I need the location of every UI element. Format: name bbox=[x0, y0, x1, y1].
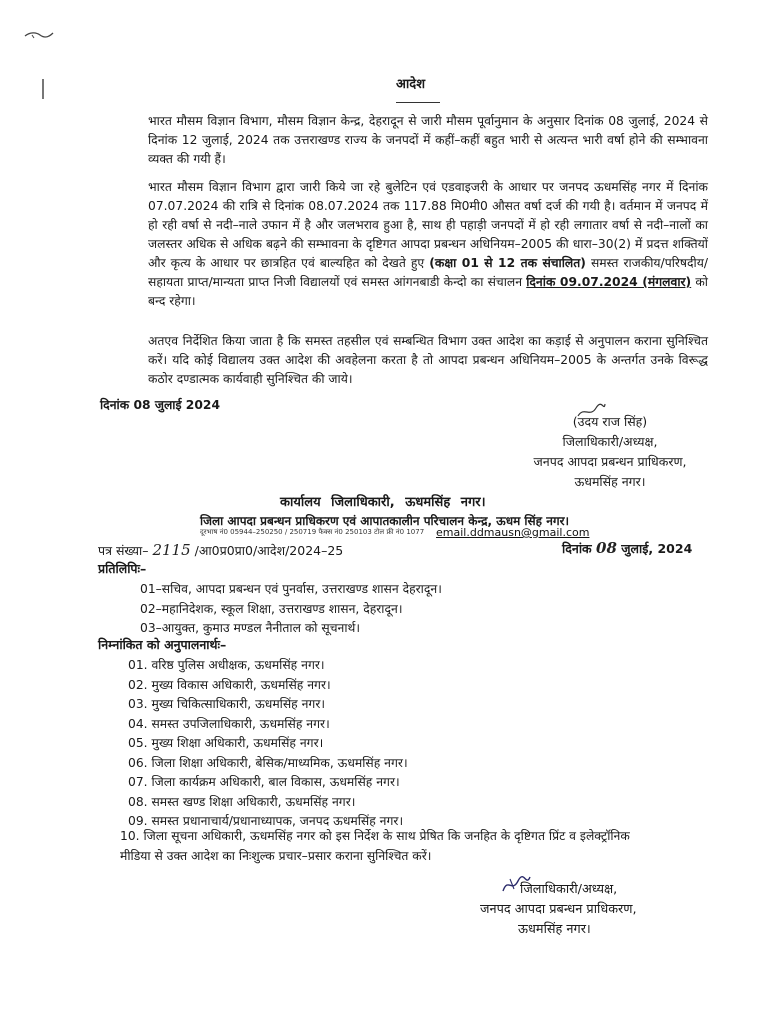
office-contact: दूरभाष नं0 05944–250250 / 250719 फैक्स नं0 250103 टोल फ्री नं0 1077 bbox=[200, 528, 425, 536]
signatory-authority: जनपद आपदा प्रबन्धन प्राधिकरण, bbox=[533, 454, 687, 469]
reference-prefix: पत्र संख्या– bbox=[98, 543, 149, 558]
list-item: 07. जिला कार्यक्रम अधिकारी, बाल विकास, ऊधमसिंह नगर। bbox=[128, 775, 400, 789]
margin-mark-icon bbox=[40, 78, 46, 100]
office-email-link[interactable]: email.ddmausn@gmail.com bbox=[436, 526, 590, 539]
signatory-authority: जनपद आपदा प्रबन्धन प्राधिकरण, bbox=[480, 902, 637, 917]
list-item: 06. जिला शिक्षा अधिकारी, बेसिक/माध्यमिक, ऊधमसिंह नगर। bbox=[128, 755, 408, 770]
list-item: 02–महानिदेशक, स्कूल शिक्षा, उत्तराखण्ड शासन, देहरादून। bbox=[140, 601, 403, 616]
order-title: आदेश bbox=[396, 77, 426, 92]
list-item: 05. मुख्य शिक्षा अधिकारी, ऊधमसिंह नगर। bbox=[128, 736, 324, 750]
reference-date bbox=[562, 539, 692, 557]
office-heading: कार्यालय जिलाधिकारी, ऊधमसिंह नगर। bbox=[280, 495, 486, 510]
list-item: 03. मुख्य चिकित्साधिकारी, ऊधमसिंह नगर। bbox=[128, 697, 326, 711]
title-underline bbox=[396, 102, 440, 103]
signatory-name: (उदय राज सिंह) bbox=[572, 414, 648, 429]
list-item: 08. समस्त खण्ड शिक्षा अधिकारी, ऊधमसिंह नगर। bbox=[128, 794, 356, 809]
order-paragraph-1: भारत मौसम विज्ञान विभाग, मौसम विज्ञान केन्द्र, देहरादून से जारी मौसम पूर्वानुमान के अनुसार दिनांक 08 जुलाई, 2024 से दिनांक 12 जुलाई, 2024 तक उत्तराखण्ड राज्य के जनपदों में कहीं–कहीं बहुत भारी से अत्यन्त भारी वर्षा होने की सम्भावना व्यक्त की गयी हैं। bbox=[148, 114, 708, 166]
signatory-designation: जिलाधिकारी/अध्यक्ष, bbox=[562, 434, 658, 449]
closure-date-bold: दिनांक 09.07.2024 (मंगलवार) bbox=[526, 275, 692, 289]
office-subheading: जिला आपदा प्रबन्धन प्राधिकरण एवं आपातकालीन परिचालन केन्द्र, ऊधम सिंह नगर। bbox=[200, 514, 570, 528]
list-item: 03–आयुक्त, कुमाउ मण्डल नैनीताल को सूचनार्थ। bbox=[140, 621, 361, 635]
list-item: 01. वरिष्ठ पुलिस अधीक्षक, ऊधमसिंह नगर। bbox=[128, 658, 325, 672]
paragraph-2-text-2: समस्त राजकीय/परिषदीय/सहायता प्राप्त/मान्यता प्राप्त निजी विद्यालयों एवं समस्त आंगनबाडी केन्दो का संचालन bbox=[148, 256, 708, 289]
list-item: 01–सचिव, आपदा प्रबन्धन एवं पुनर्वास, उत्तराखण्ड शासन देहरादून। bbox=[140, 582, 442, 596]
compliance-label: निम्नांकित को अनुपालनार्थः– bbox=[98, 637, 227, 652]
reference-number bbox=[98, 541, 343, 559]
signature-block-2 bbox=[480, 880, 660, 940]
order-paragraph-3: अतएव निर्देशित किया जाता है कि समस्त तहसील एवं सम्बन्धित विभाग उक्त आदेश का कड़ाई से अनुपालन कराना सुनिश्चित करें। यदि कोई विद्यालय उक्त आदेश की अवहेलना करता है तो आपदा प्रबन्धन अधिनियम–2005 के अन्तर्गत उनके विरूद्ध कठोर दण्डात्मक कार्यवाही सुनिश्चित की जाये। bbox=[148, 334, 708, 386]
paragraph-2-text-3: को बन्द रहेगा। bbox=[148, 275, 708, 308]
list-item: 02. मुख्य विकास अधिकारी, ऊधमसिंह नगर। bbox=[128, 677, 331, 692]
class-range-bold: (कक्षा 01 से 12 तक संचालित) bbox=[429, 256, 586, 270]
signatory-place: ऊधमसिंह नगर। bbox=[518, 922, 591, 937]
reference-date-day: 08 bbox=[596, 539, 617, 557]
signatory-designation: जिलाधिकारी/अध्यक्ष, bbox=[520, 882, 618, 897]
signatory-place: ऊधमसिंह नगर। bbox=[574, 474, 646, 489]
copy-to-label: प्रतिलिपिः– bbox=[98, 561, 147, 576]
list-item: 04. समस्त उपजिलाधिकारी, ऊधमसिंह नगर। bbox=[128, 716, 330, 731]
order-paragraph-2 bbox=[148, 178, 708, 311]
signature-block-1 bbox=[520, 412, 700, 492]
compliance-list bbox=[128, 656, 408, 832]
reference-handwritten-number: 2115 bbox=[152, 541, 191, 559]
paragraph-2-text-1: भारत मौसम विज्ञान विभाग द्वारा जारी किये जा रहे बुलेटिन एवं एडवाइजरी के आधार पर जनपद ऊधमसिंह नगर में दिनांक 07.07.2024 की रात्रि से दिनांक 08.07.2024 तक 117.88 मि0मी0 औसत वर्षा दर्ज की गयी है। वर्तमान में जनपद में हो रही वर्षा से नदी–नाले उफान में है और जलभराव हुआ है, साथ ही पहाड़ी जनपदों में हो रही लगातार वर्षा से नदी–नालों का जलस्तर अधिक से अधिक बढ़ने की सम्भावना के दृष्टिगत आपदा प्रबन्धन अधिनियम–2005 की धारा–30(2) में प्रदत्त शक्तियों और कृत्य के आधार पर छात्रहित एवं बाल्यहित को देखते हुए bbox=[148, 180, 708, 270]
reference-suffix: /आ0प्र0प्रा0/आदेश/2024–25 bbox=[194, 543, 344, 558]
compliance-last-item: 10. जिला सूचना अधिकारी, ऊधमसिंह नगर को इस निर्देश के साथ प्रेषित कि जनहित के दृष्टिगत प्रिंट व इलेक्ट्रॉनिक मीडिया से उक्त आदेश का निःशुल्क प्रचार–प्रसार कराना सुनिश्चित करें। bbox=[120, 829, 630, 863]
copy-to-list bbox=[140, 580, 442, 639]
reference-date-rest: जुलाई, 2024 bbox=[621, 541, 693, 556]
order-date: दिनांक 08 जुलाई 2024 bbox=[100, 398, 221, 412]
reference-date-prefix: दिनांक bbox=[562, 541, 592, 556]
list-item: 09. समस्त प्रधानाचार्य/प्रधानाध्यापक, जनपद ऊधमसिंह नगर। bbox=[128, 814, 404, 828]
handwritten-mark-icon bbox=[24, 30, 54, 40]
